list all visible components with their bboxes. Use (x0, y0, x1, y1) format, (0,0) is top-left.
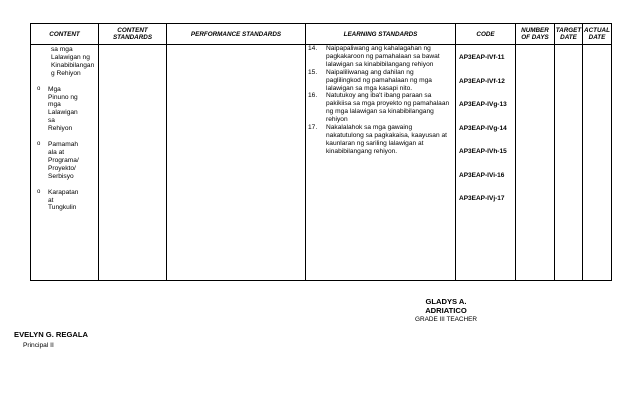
bullet-line: Mga (48, 85, 61, 93)
content-line: g Rehiyon (51, 69, 81, 77)
content-bullet (34, 86, 98, 133)
teacher-signature-block (404, 297, 488, 324)
item-line: Natutukoy ang iba't ibang paraan sa (326, 92, 432, 100)
item-line: pagkakaroon ng pamahalaan sa bawat (326, 52, 440, 60)
item-line: paglilingkod ng pamahalaan ng mga (326, 76, 432, 84)
item-line: ng mga lalawigan sa kinabibilangang (326, 108, 434, 116)
content-intro (34, 46, 98, 78)
item-line: Naipapaliwang ang kahalagahan ng (326, 45, 431, 52)
principal-role: Principal II (23, 342, 54, 349)
competency-code: AP3EAP-IVi-16 (459, 171, 505, 179)
bullet-line: Proyekto/ (48, 164, 76, 172)
header-actual-date: ACTUAL DATE (583, 24, 612, 45)
bullet-line: at (48, 196, 54, 204)
competency-code: AP3EAP-IVh-15 (459, 148, 507, 155)
curriculum-table (30, 23, 612, 281)
header-content-standards: CONTENT STANDARDS (99, 24, 167, 45)
bullet-mark: o (37, 141, 41, 148)
bullet-mark: o (37, 85, 41, 92)
bullet-line: ala at (48, 148, 65, 156)
bullet-line: Programa/ (48, 156, 79, 164)
list-item (308, 92, 451, 124)
bullet-line: Karapatan (48, 188, 79, 196)
header-learning-standards: LEARNING STANDARDS (306, 24, 456, 45)
teacher-role: GRADE III TEACHER (414, 316, 478, 323)
competency-code: AP3EAP-IVj-17 (459, 195, 505, 202)
content-line: Kinabibilangan (51, 61, 95, 69)
bullet-mark: o (37, 188, 41, 195)
item-line: kaunlaran ng sariling lalawigan at (326, 139, 424, 147)
content-bullet (34, 141, 98, 181)
header-content: CONTENT (31, 24, 99, 45)
code-cell (456, 45, 516, 281)
bullet-line: Lalawigan (48, 109, 78, 117)
item-line: lalawigan sa mga kasapi nito. (326, 84, 413, 92)
actual-date-cell (583, 45, 612, 281)
bullet-line: Pinuno ng (48, 93, 78, 101)
number-of-days-cell (516, 45, 555, 281)
bullet-line: Tungkulin (48, 204, 77, 212)
item-line: pakikiisa sa mga proyekto ng pamahalaan (326, 100, 450, 108)
list-item (308, 69, 451, 93)
performance-standards-cell (167, 45, 306, 281)
header-number-of-days: NUMBER OF DAYS (516, 24, 555, 45)
item-line: Naipaliliwanag ang dahilan ng (326, 68, 414, 76)
target-date-cell (555, 45, 583, 281)
item-line: rehiyon (326, 116, 348, 124)
competency-code: AP3EAP-IVf-12 (459, 77, 505, 85)
bullet-line: Rehiyon (48, 125, 73, 133)
item-number: 16. (308, 92, 318, 100)
content-line: sa mga (51, 46, 73, 53)
item-number: 15. (308, 68, 318, 76)
item-line: nakatutulong sa pagkakaisa, kaayusan at (326, 131, 447, 139)
bullet-line: Pamamah (48, 141, 79, 149)
learning-standards-list (306, 45, 455, 156)
list-item (308, 124, 451, 156)
teacher-name: GLADYS A. ADRIATICO (425, 297, 467, 315)
header-performance-standards: PERFORMANCE STANDARDS (167, 24, 306, 45)
principal-name: EVELYN G. REGALA (14, 330, 88, 339)
header-target-date: TARGET DATE (555, 24, 583, 45)
item-line: lalawigan sa kinabibilangang rehiyon (326, 60, 434, 68)
content-standards-cell (99, 45, 167, 281)
bullet-line: mga (48, 101, 61, 109)
principal-signature-block (14, 330, 88, 350)
table-row (31, 45, 612, 281)
header-row (31, 24, 612, 45)
bullet-line: sa (48, 117, 55, 125)
bullet-line: Serbisyo (48, 172, 74, 180)
competency-code: AP3EAP-IVg-14 (459, 124, 507, 132)
content-cell (31, 45, 99, 281)
item-line: Nakalalahok sa mga gawaing (326, 124, 413, 132)
list-item (308, 45, 451, 69)
content-line: Lalawigan ng (51, 53, 90, 61)
header-code: CODE (456, 24, 516, 45)
learning-standards-cell (306, 45, 456, 281)
content-bullet (34, 189, 98, 213)
item-number: 14. (308, 45, 318, 52)
competency-code: AP3EAP-IVf-11 (459, 54, 505, 61)
item-line: kinabibilangang rehiyon. (326, 147, 398, 155)
item-number: 17. (308, 124, 318, 132)
competency-code: AP3EAP-IVg-13 (459, 101, 507, 108)
